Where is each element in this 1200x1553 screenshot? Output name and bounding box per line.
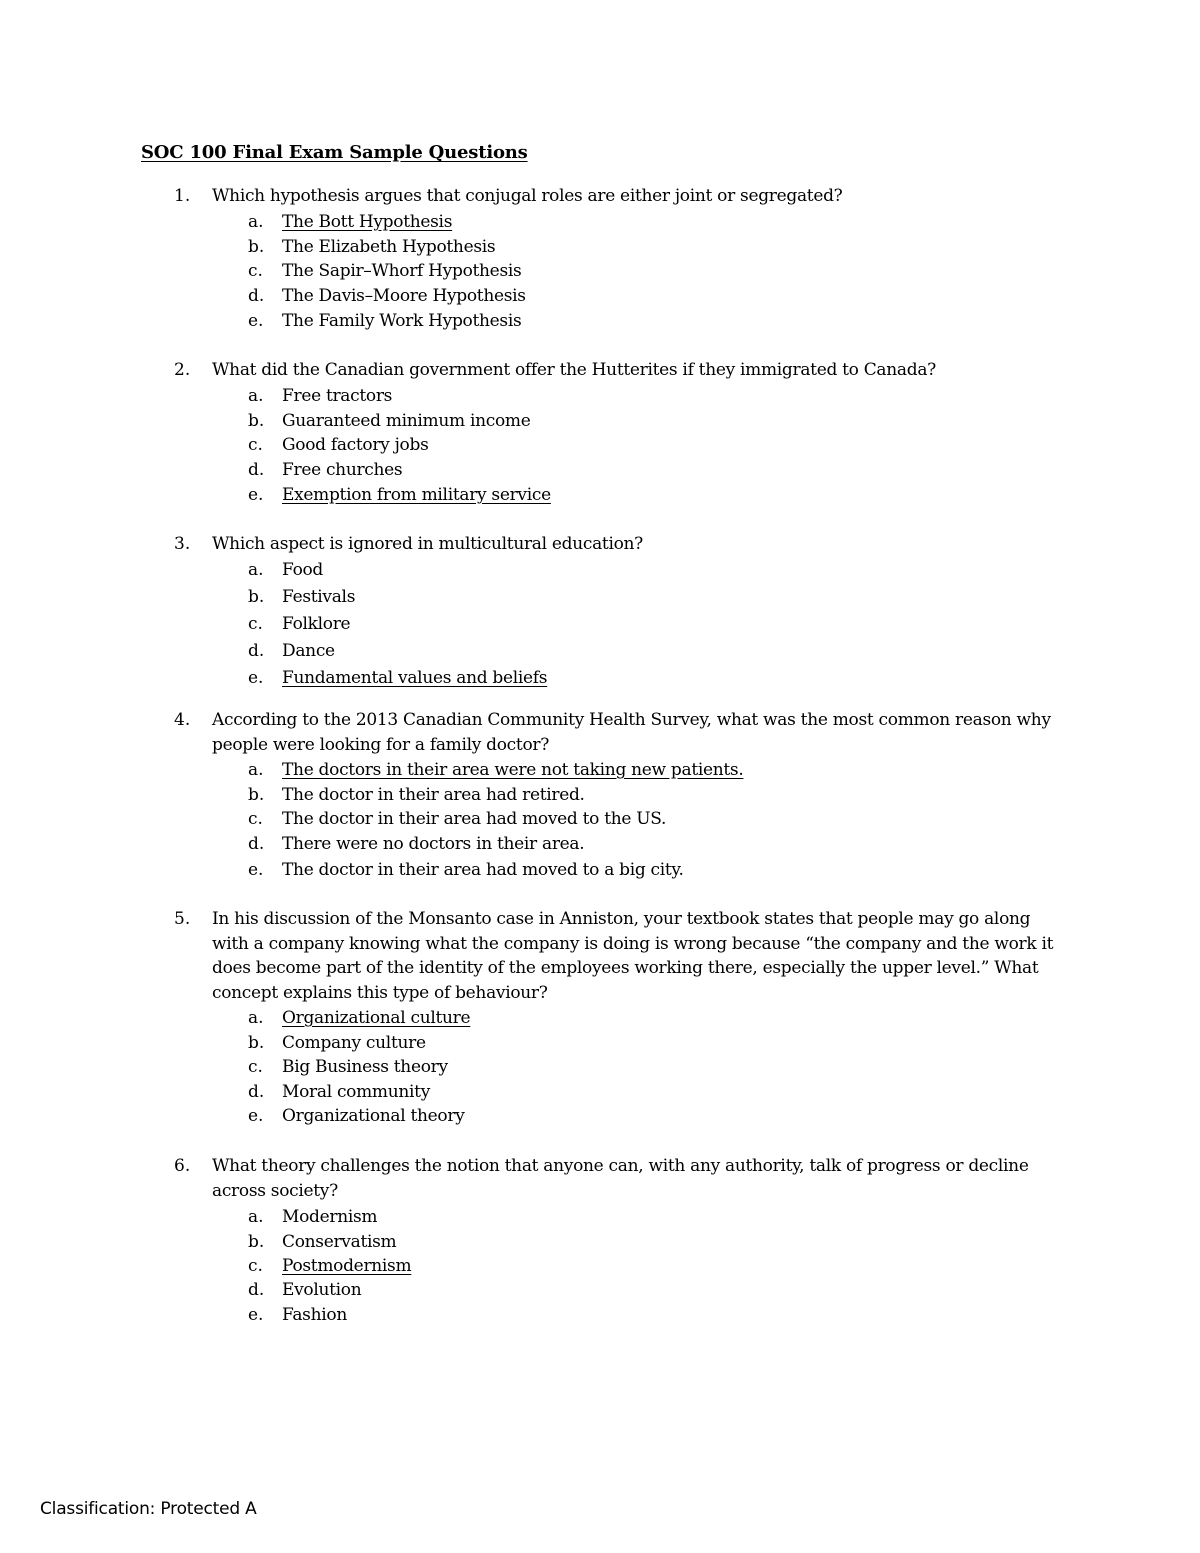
option-letter: d. [248, 1082, 265, 1102]
option-item [0, 783, 1000, 808]
option-letter: e. [248, 485, 264, 505]
option-text: Free churches [282, 460, 403, 480]
option-text: Moral community [282, 1082, 431, 1102]
option-letter: d. [248, 834, 265, 854]
option-item [0, 807, 1000, 832]
option-item [0, 832, 1000, 857]
option-item [0, 1055, 1000, 1080]
option-item [0, 1278, 1000, 1303]
option-letter: c. [248, 614, 263, 634]
option-letter: e. [248, 668, 264, 688]
option-item [0, 612, 1000, 637]
option-item [0, 259, 1000, 284]
option-text: Company culture [282, 1033, 426, 1053]
option-item [0, 483, 1000, 508]
option-item [0, 309, 1000, 334]
option-letter: d. [248, 286, 265, 306]
option-text: Good factory jobs [282, 435, 429, 455]
page-title: SOC 100 Final Exam Sample Questions [141, 142, 528, 163]
option-text: The Sapir–Whorf Hypothesis [282, 261, 522, 281]
question-text: What did the Canadian government offer the Hutterites if they immigrated to Canada? [212, 360, 936, 380]
correct-answer-option: Exemption from military service [282, 485, 551, 505]
correct-answer-option: The doctors in their area were not taking new patients. [282, 760, 744, 780]
option-letter: c. [248, 809, 263, 829]
option-item [0, 1031, 1000, 1056]
question-number: 3. [174, 534, 191, 554]
option-text: Food [282, 560, 324, 580]
option-letter: c. [248, 261, 263, 281]
option-letter: c. [248, 1057, 263, 1077]
correct-answer-option: Postmodernism [282, 1256, 412, 1276]
question-number: 1. [174, 186, 191, 206]
option-letter: e. [248, 1305, 264, 1325]
option-text: The doctor in their area had moved to the US. [282, 809, 667, 829]
option-item [0, 758, 1000, 783]
option-letter: b. [248, 1231, 265, 1252]
option-letter: a. [248, 760, 264, 780]
option-letter: b. [248, 785, 265, 805]
question-number: 2. [174, 360, 191, 380]
option-letter: b. [248, 1033, 265, 1053]
option-letter: a. [248, 386, 264, 406]
option-text: The Davis–Moore Hypothesis [282, 286, 526, 306]
option-item [0, 384, 1000, 409]
question-text: According to the 2013 Canadian Community Health Survey, what was the most common reason why people were looking for a family doctor? [212, 710, 1051, 755]
option-text: Evolution [282, 1280, 362, 1300]
option-text: Dance [282, 641, 335, 661]
option-item [0, 858, 1000, 883]
option-item [0, 585, 1000, 610]
question-number: 4. [174, 710, 191, 730]
option-letter: b. [248, 236, 265, 257]
option-item [0, 666, 1000, 691]
option-item [0, 639, 1000, 664]
option-letter: c. [248, 1256, 263, 1276]
option-item [0, 433, 1000, 458]
option-letter: e. [248, 860, 264, 880]
option-item [0, 1006, 1000, 1031]
option-text: The doctor in their area had retired. [282, 785, 585, 805]
correct-answer-option: The Bott Hypothesis [282, 212, 453, 232]
option-item [0, 1104, 1000, 1129]
option-letter: d. [248, 641, 265, 661]
option-item [0, 458, 1000, 483]
option-letter: a. [248, 560, 264, 580]
option-text: Conservatism [282, 1231, 397, 1252]
correct-answer-option: Fundamental values and beliefs [282, 668, 548, 688]
question-number: 6. [174, 1156, 191, 1176]
option-letter: b. [248, 587, 265, 607]
option-text: The Elizabeth Hypothesis [282, 236, 496, 257]
option-text: Big Business theory [282, 1057, 448, 1077]
option-text: Folklore [282, 614, 351, 634]
option-text: Festivals [282, 587, 356, 607]
option-item [0, 1230, 1000, 1255]
question-text: Which aspect is ignored in multicultural education? [212, 534, 644, 554]
question-number: 5. [174, 909, 191, 929]
option-item [0, 1205, 1000, 1230]
question-text: Which hypothesis argues that conjugal roles are either joint or segregated? [212, 186, 843, 206]
option-text: Modernism [282, 1207, 378, 1227]
option-letter: d. [248, 1280, 265, 1300]
option-letter: e. [248, 1106, 264, 1126]
option-text: Guaranteed minimum income [282, 410, 531, 431]
correct-answer-option: Organizational culture [282, 1008, 471, 1028]
question-text: What theory challenges the notion that anyone can, with any authority, talk of progress or decline across society? [212, 1156, 1029, 1201]
classification-footer: Classification: Protected A [40, 1499, 257, 1519]
option-text: The doctor in their area had moved to a big city. [282, 860, 684, 880]
option-item [0, 558, 1000, 583]
option-text: Organizational theory [282, 1106, 465, 1126]
option-text: Fashion [282, 1305, 347, 1325]
option-letter: a. [248, 1008, 264, 1028]
option-text: There were no doctors in their area. [282, 834, 585, 854]
option-letter: b. [248, 410, 265, 431]
option-item [0, 1254, 1000, 1279]
option-item [0, 1303, 1000, 1328]
option-letter: e. [248, 311, 264, 331]
option-letter: c. [248, 435, 263, 455]
question-text: In his discussion of the Monsanto case in Anniston, your textbook states that people may go along with a company knowing what the company is doing is wrong because “the company and the work it does become part of the identity of the employees working there, especially the upper level.” What concept explains this type of behaviour? [212, 909, 1054, 1003]
option-item [0, 284, 1000, 309]
option-item [0, 235, 1000, 260]
option-item [0, 210, 1000, 235]
option-item [0, 409, 1000, 434]
option-letter: a. [248, 212, 264, 232]
option-letter: a. [248, 1207, 264, 1227]
option-letter: d. [248, 460, 265, 480]
option-text: The Family Work Hypothesis [282, 311, 522, 331]
option-text: Free tractors [282, 386, 393, 406]
option-item [0, 1080, 1000, 1105]
